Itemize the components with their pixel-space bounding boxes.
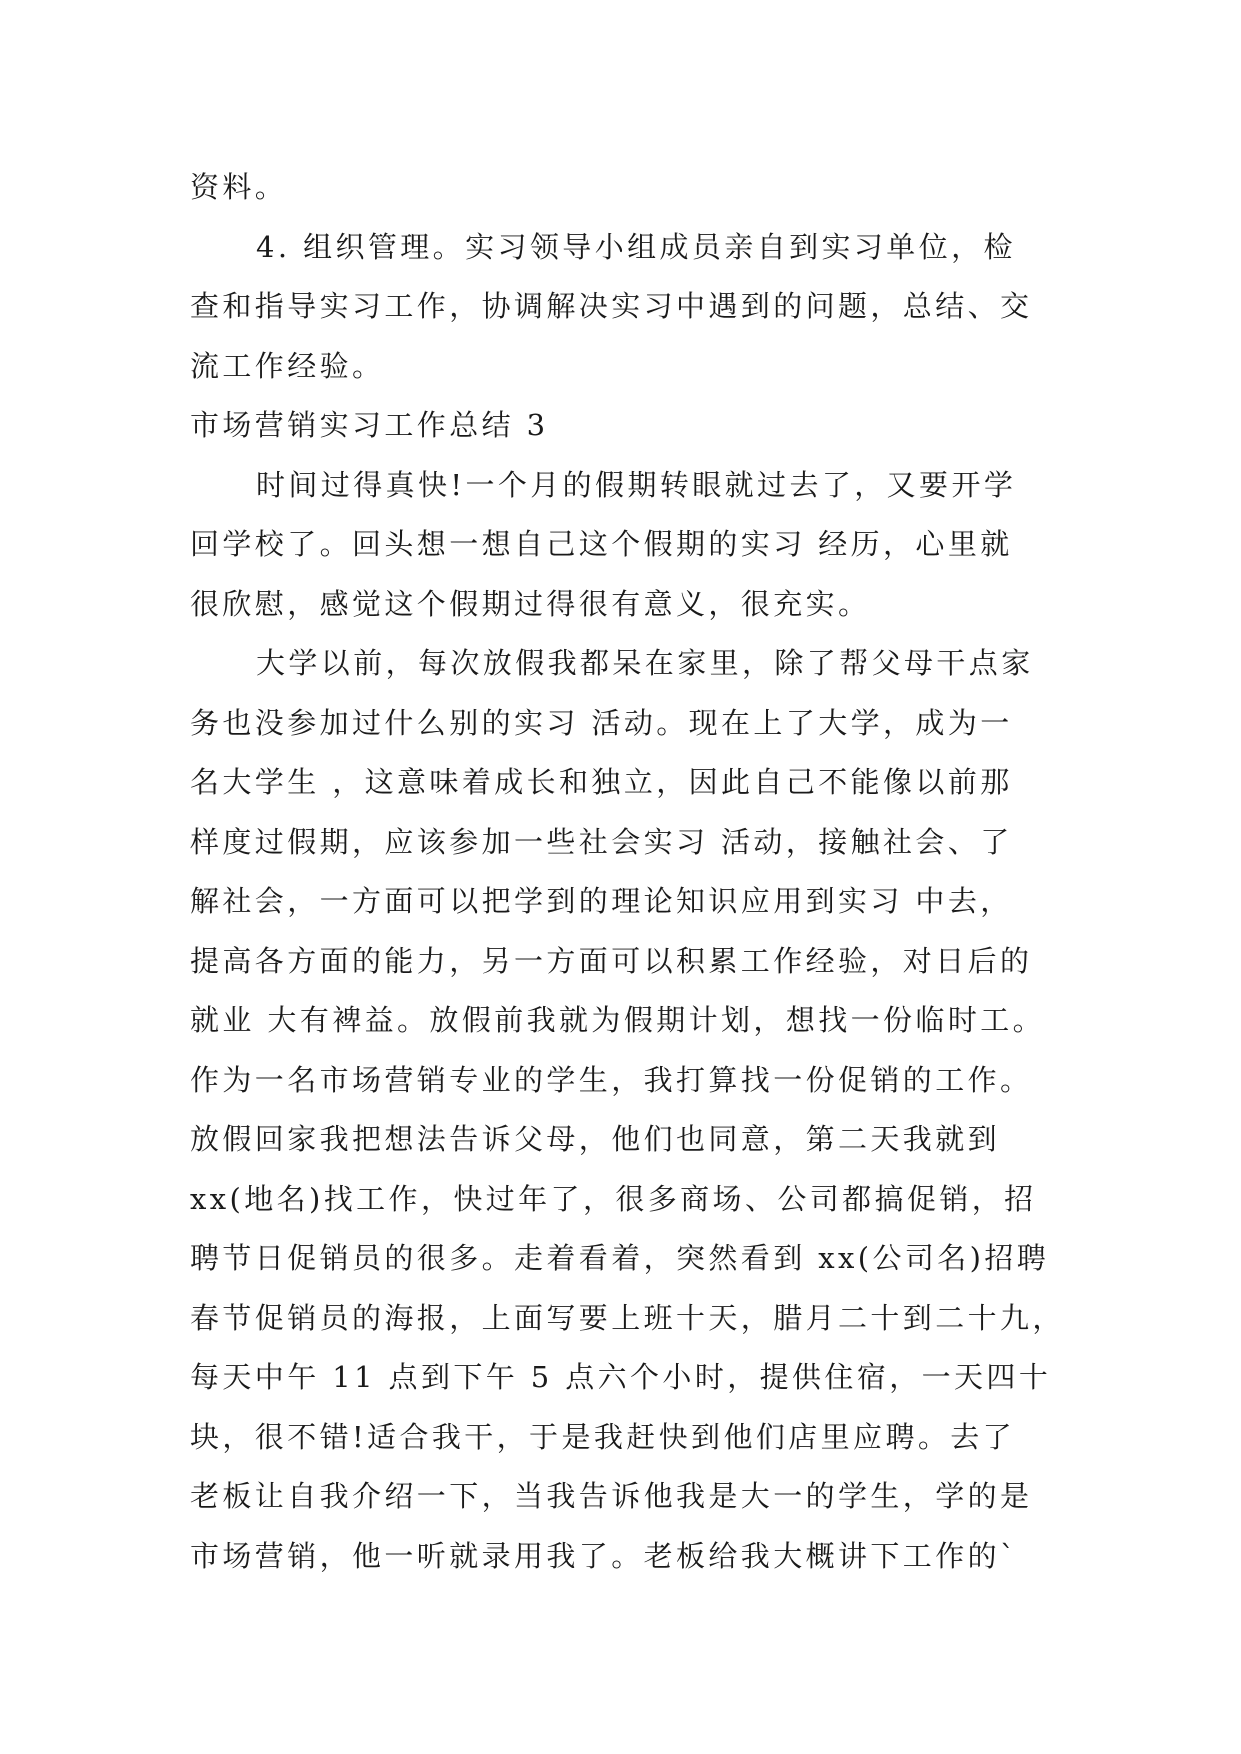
text-line: 聘节日促销员的很多。走着看着，突然看到 xx(公司名)招聘 [190,1241,1050,1275]
text-line: 解社会，一方面可以把学到的理论知识应用到实习 中去， [190,884,1013,918]
text-line: 流工作经验。 [190,348,385,383]
text-line: 块，很不错!适合我干，于是我赶快到他们店里应聘。去了 [190,1419,1016,1454]
text-line: 名大学生 ，这意味着成长和独立，因此自己不能像以前那 [190,765,1013,799]
text-line: 查和指导实习工作，协调解决实习中遇到的问题，总结、交 [190,289,1033,323]
text-line: 提高各方面的能力，另一方面可以积累工作经验，对日后的 [190,943,1033,978]
list-item-text-line: 4. 组织管理。实习领导小组成员亲自到实习单位，检 [256,229,1016,264]
text-line: 资料。 [190,170,288,204]
text-line: 每天中午 11 点到下午 5 点六个小时，提供住宿，一天四十 [190,1360,1052,1394]
text-line: 放假回家我把想法告诉父母，他们也同意，第二天我就到 [190,1122,1001,1156]
text-line: 回学校了。回头想一想自己这个假期的实习 经历，心里就 [190,527,1013,561]
section-heading: 市场营销实习工作总结 3 [190,408,549,442]
text-line: 样度过假期，应该参加一些社会实习 活动，接触社会、了 [190,824,1013,859]
text-line: 春节促销员的海报，上面写要上班十天，腊月二十到二十九， [190,1300,1065,1335]
paragraph-start-line: 时间过得真快!一个月的假期转眼就过去了，又要开学 [256,467,1017,502]
text-line: 老板让自我介绍一下，当我告诉他我是大一的学生，学的是 [190,1479,1033,1513]
text-line: 很欣慰，感觉这个假期过得很有意义，很充实。 [190,586,871,621]
text-line: 作为一名市场营销专业的学生，我打算找一份促销的工作。 [190,1062,1033,1097]
text-line: 务也没参加过什么别的实习 活动。现在上了大学，成为一 [190,705,1013,740]
text-line: 市场营销，他一听就录用我了。老板给我大概讲下工作的` [190,1538,1018,1573]
paragraph-start-line: 大学以前，每次放假我都呆在家里，除了帮父母干点家 [256,646,1034,680]
document-body [190,158,1070,1586]
text-line: 就业 大有裨益。放假前我就为假期计划，想找一份临时工。 [190,1003,1046,1037]
text-line: xx(地名)找工作，快过年了，很多商场、公司都搞促销，招 [190,1181,1037,1216]
